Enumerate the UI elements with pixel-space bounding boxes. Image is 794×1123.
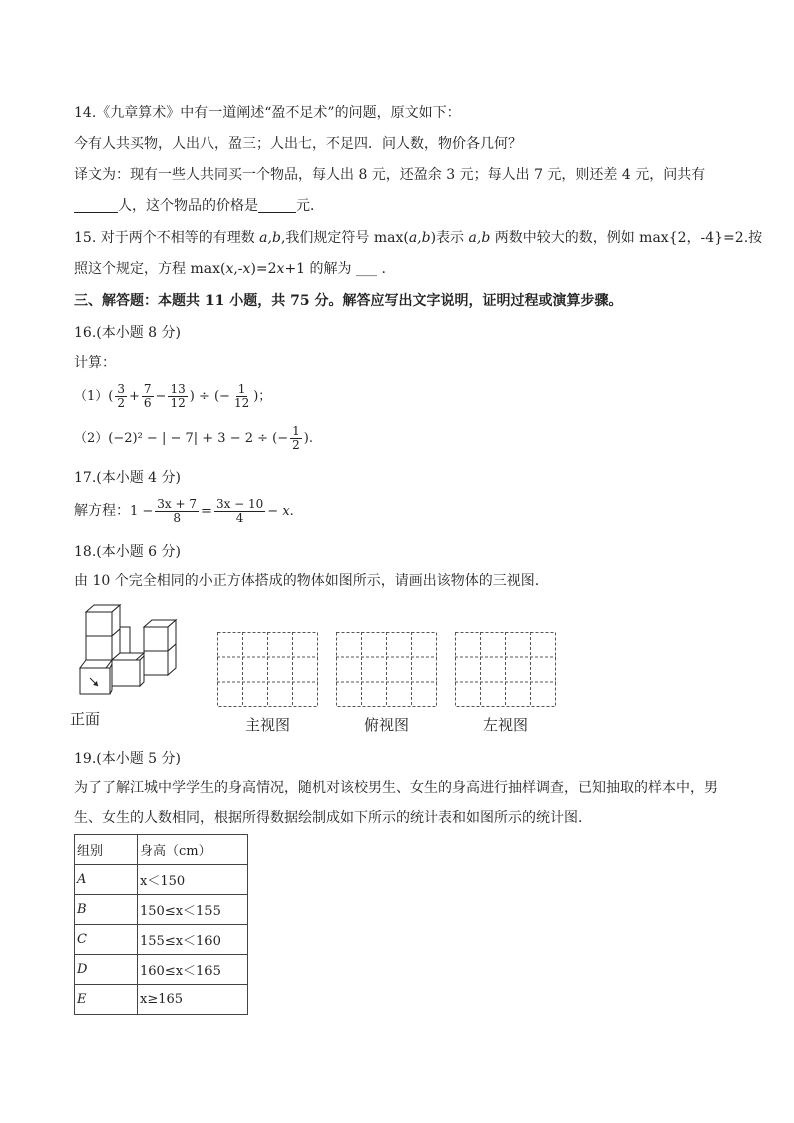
q14-line4 <box>74 197 324 215</box>
q16-title: 16.(本小题 8 分) <box>74 325 181 341</box>
q15-line2: 照这个规定，方程 max(x,-x)=2x+1 的解为 ___ . <box>74 261 386 277</box>
q18-text: 由 10 个完全相同的小正方体搭成的物体如图所示，请画出该物体的三视图. <box>74 573 540 589</box>
section-heading: 三、解答题：本题共 11 小题，共 75 分。解答应写出文字说明，证明过程或演算步骤。 <box>74 293 623 309</box>
fraction: $\frac{3x - 10}{4}$ <box>215 497 264 525</box>
group-label: D <box>77 962 88 977</box>
table-header-row <box>75 835 248 865</box>
table-row <box>75 895 248 925</box>
q16-calc-label: 计算： <box>74 355 116 371</box>
main-view-grid[interactable] <box>217 632 318 707</box>
height-range: 160≤x＜165 <box>138 955 248 985</box>
group-label: B <box>77 902 87 917</box>
q14-line2: 今有人共买物，人出八，盈三；人出七，不足四．问人数，物价各几何？ <box>74 136 522 152</box>
left-view-caption: 左视图 <box>482 716 528 734</box>
q15-line1: 15. 对于两个不相等的有理数 a,b,我们规定符号 max(a,b)表示 a,b 两数中较大的数，例如 max{2，-4}=2.按 <box>74 230 763 246</box>
header-height: 身高（cm） <box>138 835 248 865</box>
table-row <box>75 955 248 985</box>
top-view-grid[interactable] <box>336 632 437 707</box>
q19-line2: 生、女生的人数相同，根据所得数据绘制成如下所示的统计表和如图所示的统计图. <box>74 810 583 826</box>
q17-equation: 解方程：1 − $\frac{3x + 7}{8}$ = $\frac{3x - 10}{4}$ − x. <box>74 497 294 525</box>
height-range: x≥165 <box>138 985 248 1015</box>
q14-line4-end: 元． <box>296 198 324 214</box>
q17-title: 17.(本小题 4 分) <box>74 470 181 486</box>
top-view-caption: 俯视图 <box>363 716 409 734</box>
fraction: $\frac{3}{2}$ <box>117 382 125 410</box>
fraction: $\frac{7}{6}$ <box>143 382 152 410</box>
fraction: $\frac{3x + 7}{8}$ <box>157 497 198 525</box>
header-group: 组别 <box>75 835 138 865</box>
q19-line1: 为了了解江城中学学生的身高情况，随机对该校男生、女生的身高进行抽样调查，已知抽取的样本中，男 <box>74 780 718 796</box>
group-label: C <box>77 932 87 947</box>
answer-blank-price[interactable] <box>258 198 296 213</box>
q16-part1: （1）( $\frac{3}{2}$ + $\frac{7}{6}$ − $\frac{13}{12}$ ) ÷ (− $\frac{1}{12}$ )； <box>74 382 272 410</box>
fraction: $\frac{1}{12}$ <box>233 382 250 410</box>
height-range: 150≤x＜155 <box>138 895 248 925</box>
answer-blank-people[interactable] <box>74 198 118 213</box>
table-row <box>75 865 248 895</box>
q19-title: 19.(本小题 5 分) <box>74 751 181 767</box>
height-range: x＜150 <box>138 865 248 895</box>
q14-line3: 译文为：现有一些人共同买一个物品，每人出 8 元，还盈余 3 元；每人出 7 元，则还差 4 元，问共有 <box>74 167 706 183</box>
q14-line1: 14.《九章算术》中有一道阐述“盈不足术”的问题，原文如下： <box>74 105 461 121</box>
height-table <box>74 834 248 1015</box>
cube-figure <box>72 600 192 700</box>
front-label: 正面 <box>70 710 101 728</box>
group-label: E <box>77 992 87 1007</box>
table-row <box>75 925 248 955</box>
q14-line4-text: 人，这个物品的价格是 <box>118 198 258 214</box>
fraction: $\frac{13}{12}$ <box>170 382 186 410</box>
height-range: 155≤x＜160 <box>138 925 248 955</box>
left-view-grid[interactable] <box>455 632 556 707</box>
table-row <box>75 985 248 1015</box>
group-label: A <box>77 872 87 887</box>
q16-part2: （2）(−2)² − | − 7| + 3 − 2 ÷ (− $\frac{1}{2}$ ). <box>74 424 313 452</box>
q18-title: 18.(本小题 6 分) <box>74 544 181 560</box>
main-view-caption: 主视图 <box>244 716 290 734</box>
fraction: $\frac{1}{2}$ <box>292 424 300 452</box>
